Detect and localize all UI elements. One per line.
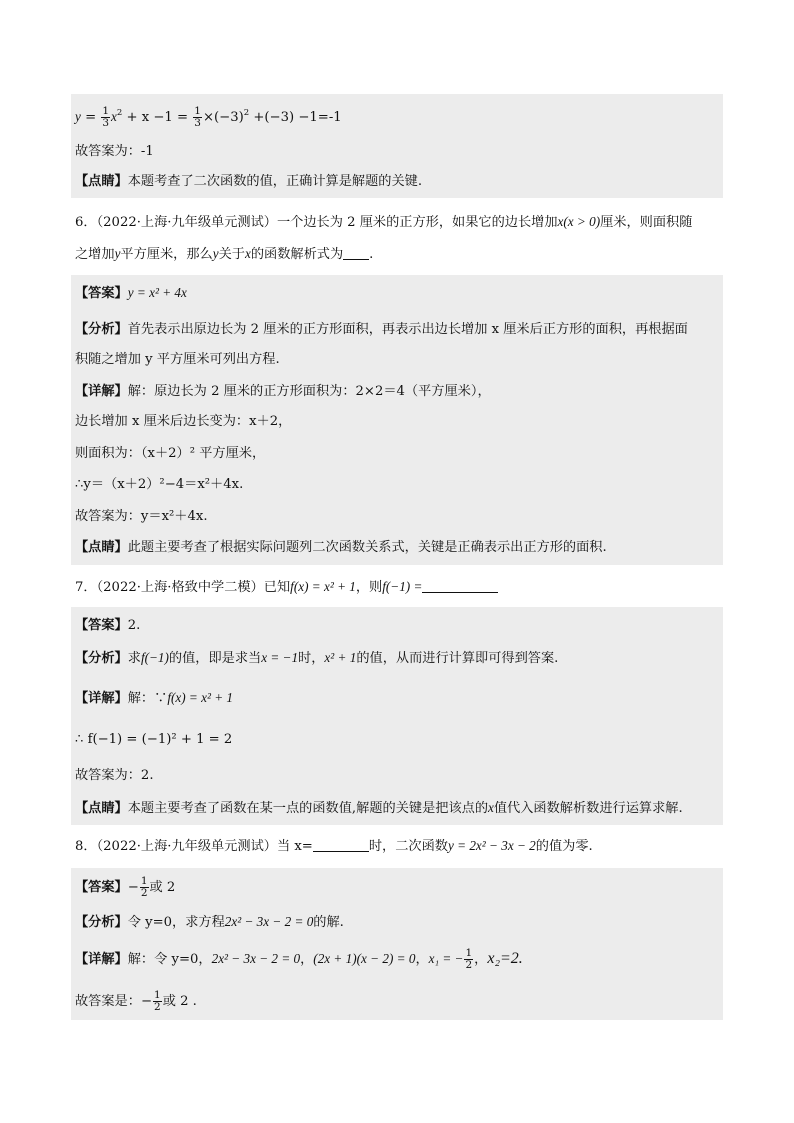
answer-line: 故答案为：-1 — [75, 144, 154, 159]
answer-blank — [313, 837, 369, 852]
detail-6-line-4: ∴y＝（x＋2）²−4＝x²＋4x. — [75, 477, 244, 492]
analysis-8: 【分析】令 y=0，求方程2x² − 3x − 2 = 0的解. — [75, 914, 344, 930]
question-6-line-1: 6．（2022·上海·九年级单元测试）一个边长为 2 厘米的正方形，如果它的边长增加x(x > 0)厘米，则面积随 — [75, 214, 693, 230]
answer-6-line: 故答案为：y＝x²＋4x. — [75, 509, 208, 524]
answer-blank — [343, 245, 369, 260]
analysis-6-line-2: 积随之增加 y 平方厘米可列出方程. — [75, 352, 280, 367]
comment-7-line: 【点睛】本题主要考查了函数在某一点的函数值,解题的关键是把该点的x值代入函数解析数进行运算求解. — [75, 800, 683, 816]
answer-7: 【答案】2. — [75, 618, 141, 633]
question-7-line: 7．（2022·上海·格致中学二模）已知f(x) = x² + 1，则f(−1) = — [75, 577, 498, 598]
answer-8-line: 故答案是：− $\frac{1}{2}$ 或 2 . — [75, 989, 197, 1013]
detail-6-line-3: 则面积为：（x＋2）² 平方厘米， — [75, 446, 266, 461]
comment-6-line: 【点睛】此题主要考查了根据实际问题列二次函数关系式，关键是正确表示出正方形的面积. — [75, 540, 607, 555]
comment-line: 【点睛】本题考查了二次函数的值，正确计算是解题的关键. — [75, 174, 423, 189]
question-8-line: 8．（2022·上海·九年级单元测试）当 x= 时，二次函数y = 2x² − 3x − 2的值为零. — [75, 838, 593, 854]
solution-block-7 — [71, 607, 723, 825]
answer-6: 【答案】y = x² + 4x — [75, 285, 187, 301]
answer-blank — [422, 578, 498, 593]
calc-line: y = $\frac{1}{3}$ $x^2 + x -1$ = $\frac{1}{3}$ $\times(-3)^2 +(-3) -1=-1$ — [75, 105, 342, 129]
answer-7-line: 故答案为：2. — [75, 768, 154, 783]
detail-8: 【详解】解：令 y=0，2x² − 3x − 2 = 0，(2x + 1)(x − 2) = 0，x₁ = − $\frac{1}{2}$ ，x₂=2. — [75, 947, 523, 971]
detail-7: 【详解】解：∵f(x) = x² + 1 — [75, 690, 233, 706]
question-6-line-2: 之增加y平方厘米，那么y关于x的函数解析式为 . — [75, 246, 374, 262]
detail-6-line-1: 【详解】解：原边长为 2 厘米的正方形面积为：2×2＝4（平方厘米）， — [75, 384, 491, 399]
answer-8: 【答案】− $\frac{1}{2}$ 或 2 — [75, 875, 176, 899]
analysis-6-line-1: 【分析】首先表示出原边长为 2 厘米的正方形面积，再表示出边长增加 x 厘米后正方形的面积，再根据面 — [75, 322, 688, 337]
detail-7-therefore: ∴ f(−1) = (−1)² + 1 = 2 — [75, 732, 233, 747]
analysis-7: 【分析】求f(−1)的值，即是求当x = −1时，x² + 1的值，从而进行计算即可得到答案. — [75, 650, 559, 666]
detail-6-line-2: 边长增加 x 厘米后边长变为：x＋2， — [75, 414, 292, 429]
